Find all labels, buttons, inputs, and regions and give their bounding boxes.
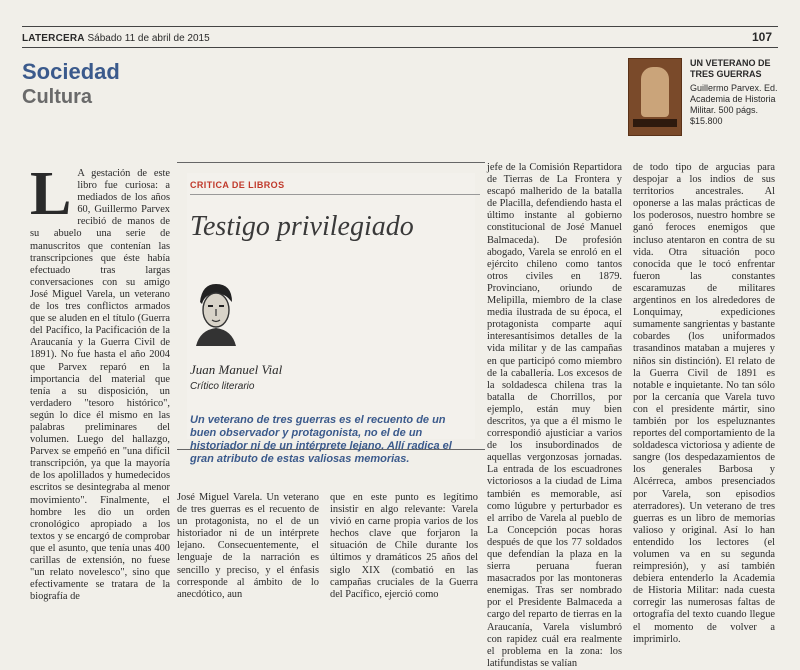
article-column-1: [30, 160, 170, 603]
book-details: [690, 83, 794, 127]
masthead: [22, 33, 210, 44]
book-cover-image: [628, 58, 682, 136]
article-column-2: José Miguel Varela. Un veterano de tres guerras es el recuento de un protagonista, no el de un historiador ni de un intérprete lejano. Consecuentemente, el lenguaje de la narración es sencillo y preciso, y el énfasis corresponde al ámbito de lo anecdótico, aun: [177, 492, 319, 600]
author-portrait: [190, 280, 240, 346]
page-number: 107: [751, 30, 772, 44]
section-title: Sociedad: [22, 59, 120, 84]
article-column-4: de todo tipo de argucias para despojar a los indios de sus territorios ancestrales. Al oponerse a las malas prácticas de los poderosos, nuestro hombre se ganó feroces enemigos que incluso atentaron en contra de su vida. Otra situación poco conocida que le tocó enfrentar fueron las constantes escaramuzas de militares argentinos en los alrededores de Lonquimay, expediciones sumamente sangrientas y bastante cobardes (los uniformados trasandinos mataban a mujeres y niños sin distinción). El relato de la Guerra Civil de 1891 es notable e inquietante. No tan sólo por la cercanía que Varela tuvo con el presidente mártir, sino también por los espeluznantes reportes del comportamiento de la soldadesca victoriosa y adiente de sangre (los despedazamientos de los generales Barbosa y Alcérreca, ambos presenciados por Varela, son episodios aterradores). Un veterano de tres guerras es un libro de memorias valioso y original. Así lo han entendido los lectores (el volumen va en su segunda reimpresión), y así también debiera entenderlo la Academia de Historia Militar: nada cuesta corregir las numerosas faltas de ortografía del texto cuando llegue el momento de volver a imprimirlo.: [633, 162, 775, 645]
article-column-3: jefe de la Comisión Repartidora de Tierras de La Frontera y escapó malherido de la batalla de Placilla, defendiendo hasta el último instante al gobierno constitucional de José Manuel Balmaceda). De profesión abogado, Varela se enroló en el ejército chileno como tantos otros civiles en 1879. Provinciano, oriundo de Melipilla, miembro de la clase media ilustrada de su época, el protagonista comparte aquí interesantísimos detalles de la vida militar y de las campañas en que participó como miembro de la caballería. Los excesos de la soldadesca chilena tras la batalla de Chorrillos, por ejemplo, están muy bien descritos, ya que a él mismo le correspondió ajusticiar a varios de los insubordinados de aquellas vergonzosas jornadas. La entrada de los escuadrones victoriosos a la ciudad de Lima también es memorable, así como lúgubre y perturbador es el arribo de Varela al pueblo de La Concepción pocas horas después de que los 77 soldados que defendían la plaza en la sierra peruana fueran masacrados por las montoneras enemigas. Tras ser nombrado por el Presidente Balmaceda a cargo del reparto de tierras en la Araucanía, Varela vislumbró con rapidez cuál era realmente el problema en la zona: los latifundistas se valían: [487, 162, 622, 669]
issue-date: Sábado 11 de abril de 2015: [87, 33, 210, 44]
publication-name: LATERCERA: [22, 33, 85, 44]
pull-quote: Un veterano de tres guerras es el recuento de un buen observador y protagonista, no el de un historiador ni de un intérprete lejano. Allí radica el gran atributo de estas valiosas memorias.: [190, 414, 452, 465]
header-rule-top: [22, 26, 778, 27]
review-author: Juan Manuel Vial: [190, 362, 283, 377]
subsection-title: Cultura: [22, 86, 92, 108]
drop-cap: L: [30, 160, 72, 228]
cover-figure: [641, 67, 669, 117]
review-author-role: Crítico literario: [190, 381, 255, 392]
book-details-text: Guillermo Parvex. Ed. Academia de Historia Militar. 500 págs.: [690, 83, 778, 115]
column-1-text: A gestación de este libro fue curiosa: a mediados de los años 60, Guillermo Parvex recibió de manos de su abuelo una serie de manuscritos que contenían las transcripciones que éste había efectuado tras largas conversaciones con su amigo José Miguel Varela, un veterano de los tres conflictos armados que se aluden en el título (Guerra del Pacífico, la Pacificación de la Araucanía y la Guerra Civil de 1891). No fue hasta el año 2004 que Parvex reparó en la importancia del material que tenía a su disposición, un verdadero "tesoro histórico", según lo dice él mismo en las palabras preliminares del volumen. Luego del hallazgo, Parvex se empeñó en "una difícil transcripción, ya que la mayoría de los apolillados y humedecidos escritos se desintegraba al menor movimiento". Finalmente, el hombre les dio un orden cronológico apropiado a los textos y se encargó de comprobar que el asunto, que tenía unas 400 carillas de extensión, no fuese "un relato novelesco", sino que efectivamente se tratara de la biografía de: [30, 168, 170, 603]
book-price: $15.800: [690, 116, 723, 126]
review-label: CRITICA DE LIBROS: [190, 180, 285, 190]
cover-title-band: [633, 119, 677, 127]
book-title: UN VETERANO DE TRES GUERRAS: [690, 58, 771, 79]
review-headline: Testigo privilegiado: [190, 211, 414, 242]
label-rule: [190, 194, 480, 195]
article-column-3-bottom: que en este punto es legítimo insistir en algo relevante: Varela vivió en carne propia varios de los hechos clave que forjaron la situación de Chile durante los últimos y dramáticos 25 años del siglo XIX (combatió en las campañas cruciales de la Guerra del Pacífico, ejerció como: [330, 492, 478, 600]
header-rule-bottom: [22, 47, 778, 48]
